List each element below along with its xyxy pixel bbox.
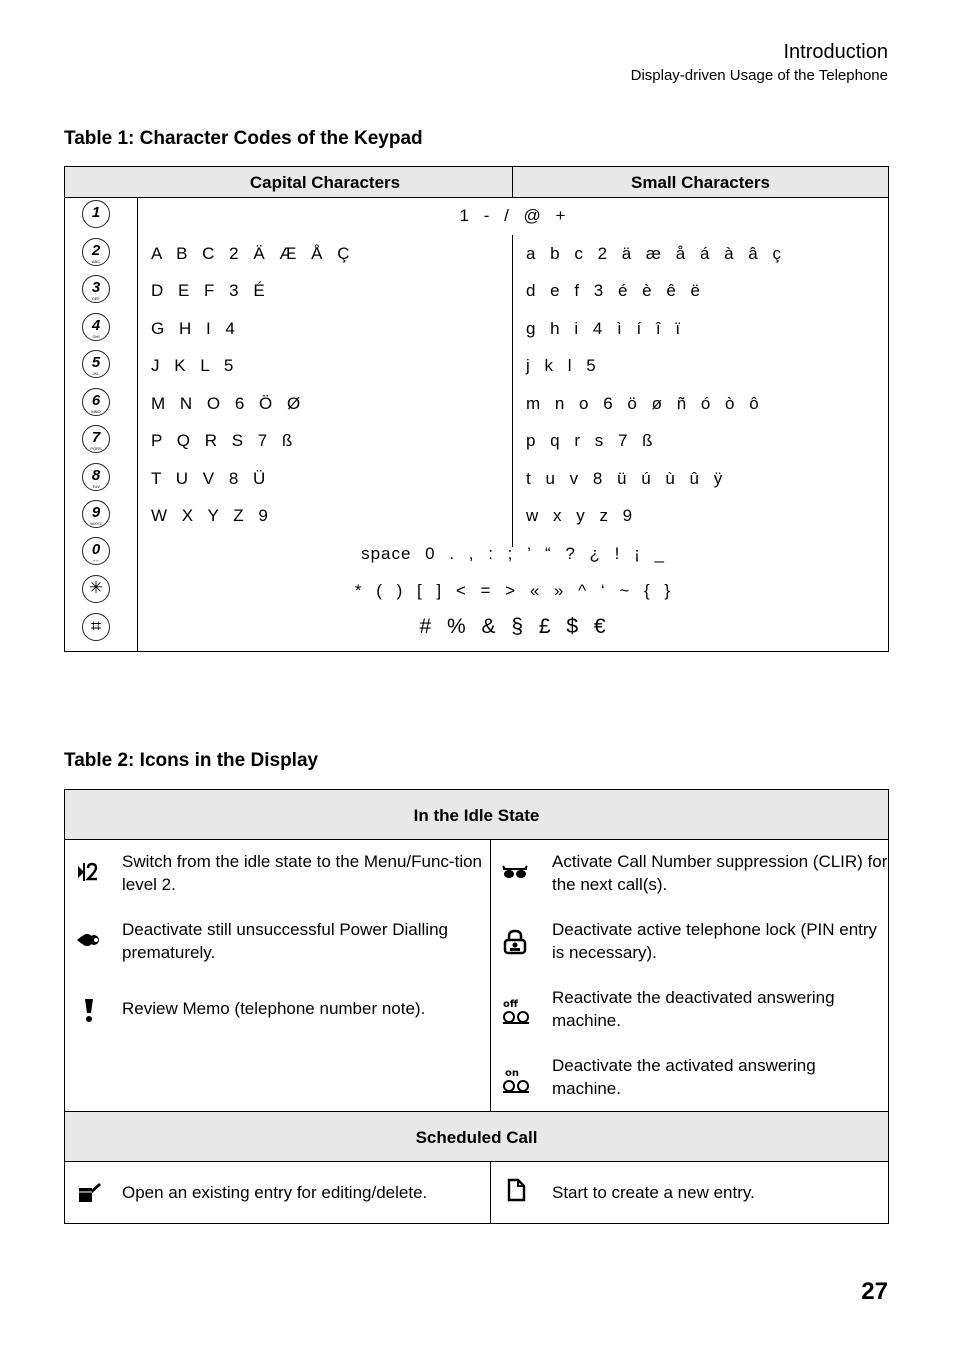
key-2-small: a b c 2 ä æ å á à â ç xyxy=(526,244,782,263)
key-9-icon: 9 WXYZ xyxy=(82,500,110,528)
idle-right-4-text: Deactivate the activated answering machine. xyxy=(552,1056,816,1098)
idle-right-1-text: Activate Call Number suppression (CLIR) for the next call(s). xyxy=(552,852,888,894)
menu-level-2-icon xyxy=(75,858,103,886)
key-9-capital: W X Y Z 9 xyxy=(151,506,269,525)
key-8-small: t u v 8 ü ú ù û ÿ xyxy=(526,469,724,488)
key-0-characters: space 0 . , : ; ’ “ ? ¿ ! ¡ _ xyxy=(361,544,665,563)
memo-icon xyxy=(75,996,103,1024)
scheduled-left-text: Open an existing entry for editing/delete. xyxy=(122,1183,428,1202)
display-icons-table xyxy=(64,789,889,1224)
key-3-small: d e f 3 é è ê ë xyxy=(526,281,701,300)
key-4-icon: 4 GHI xyxy=(82,313,110,341)
key-6-small: m n o 6 ö ø ñ ó ò ô xyxy=(526,394,760,413)
key-2-capital: A B C 2 Ä Æ Å Ç xyxy=(151,244,351,263)
key-6-icon: 6 MNO xyxy=(82,388,110,416)
svg-text:on: on xyxy=(505,1068,519,1079)
scheduled-right-text: Start to create a new entry. xyxy=(552,1183,755,1202)
column-divider xyxy=(512,235,513,547)
divider xyxy=(65,839,888,840)
key-8-icon: 8 TUV xyxy=(82,463,110,491)
key-0-icon: 0 ⌐ ⌐ xyxy=(82,537,110,565)
key-hash-icon: ⌗ xyxy=(82,613,110,641)
answering-machine-off-icon xyxy=(500,995,532,1027)
idle-right-2-text: Deactivate active telephone lock (PIN entry is necessary). xyxy=(552,920,878,962)
idle-state-header: In the Idle State xyxy=(65,790,888,839)
key-7-small: p q r s 7 ß xyxy=(526,431,654,450)
key-hash-characters: # % & § £ $ € xyxy=(419,615,607,638)
key-7-capital: P Q R S 7 ß xyxy=(151,431,294,450)
key-1-icon: 1 xyxy=(82,200,110,228)
clir-glasses-icon xyxy=(501,858,529,886)
key-star-icon: ✳ xyxy=(82,575,110,603)
key-5-icon: 5 JKL xyxy=(82,350,110,378)
key-3-icon: 3 DEF xyxy=(82,275,110,303)
new-entry-icon xyxy=(503,1176,531,1204)
key-1-characters: 1 - / @ + xyxy=(459,206,567,225)
table1-header-row xyxy=(65,167,888,198)
small-characters-header: Small Characters xyxy=(631,173,770,192)
answering-machine-on-icon xyxy=(500,1064,532,1096)
idle-right-3-text: Reactivate the deactivated answering machine. xyxy=(552,988,835,1030)
key-2-icon: 2 ABC xyxy=(82,238,110,266)
edit-entry-icon xyxy=(75,1178,103,1206)
key-6-capital: M N O 6 Ö Ø xyxy=(151,394,302,413)
telephone-lock-icon xyxy=(501,928,529,956)
column-divider xyxy=(490,1162,491,1223)
key-5-capital: J K L 5 xyxy=(151,356,235,375)
character-codes-table xyxy=(64,166,889,652)
section-title: Introduction xyxy=(783,41,888,63)
idle-left-2-text: Deactivate still unsuccessful Power Dialling prematurely. xyxy=(122,920,448,962)
idle-left-3-text: Review Memo (telephone number note). xyxy=(122,999,426,1018)
divider xyxy=(65,1161,888,1162)
key-3-capital: D E F 3 É xyxy=(151,281,266,300)
svg-text:off: off xyxy=(503,999,518,1010)
capital-characters-header: Capital Characters xyxy=(249,173,401,192)
key-star-characters: * ( ) [ ] < = > « » ^ ‘ ~ { } xyxy=(354,581,672,600)
column-divider xyxy=(490,840,491,1111)
header-divider xyxy=(512,167,513,197)
key-5-small: j k l 5 xyxy=(526,356,597,375)
key-8-capital: T U V 8 Ü xyxy=(151,469,267,488)
key-4-small: g h i 4 ì í î ï xyxy=(526,319,682,338)
page-number: 27 xyxy=(861,1278,888,1305)
section-subtitle: Display-driven Usage of the Telephone xyxy=(630,67,888,84)
power-dialling-icon xyxy=(75,926,103,954)
key-4-capital: G H I 4 xyxy=(151,319,236,338)
table1-caption: Table 1: Character Codes of the Keypad xyxy=(64,128,423,149)
table2-caption: Table 2: Icons in the Display xyxy=(64,750,319,771)
key-7-icon: 7 PQRS xyxy=(82,425,110,453)
key-9-small: w x y z 9 xyxy=(526,506,634,525)
scheduled-call-header: Scheduled Call xyxy=(65,1112,888,1161)
idle-left-1-text: Switch from the idle state to the Menu/Func-tion level 2. xyxy=(122,852,483,894)
